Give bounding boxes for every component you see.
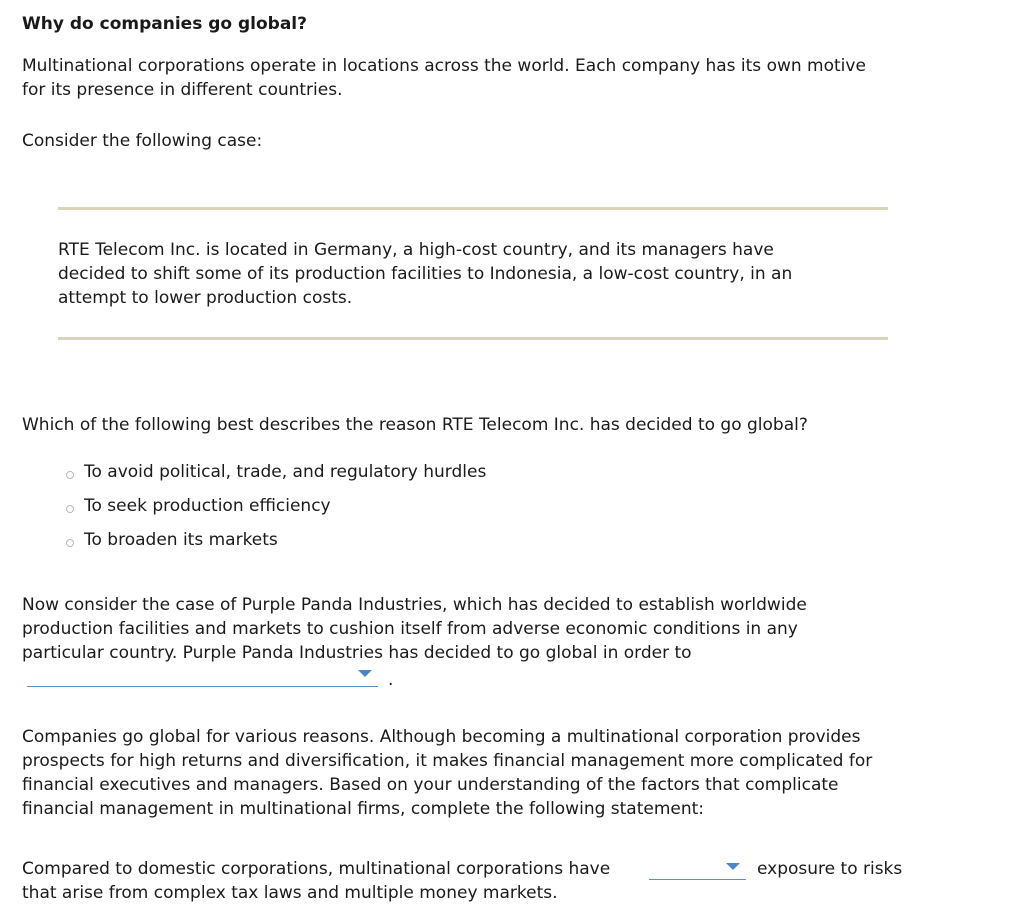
option-label: To avoid political, trade, and regulatory hurdles xyxy=(84,462,487,482)
purple-line: particular country. Purple Panda Industries has decided to go global in order to xyxy=(22,643,692,663)
case-box-text xyxy=(58,238,858,310)
reasons-line: Companies go global for various reasons. Although becoming a multinational corporation provides xyxy=(22,727,861,747)
option-label: To broaden its markets xyxy=(84,530,278,550)
option-production-efficiency[interactable] xyxy=(66,494,331,518)
intro-line: Multinational corporations operate in locations across the world. Each company has its own motive xyxy=(22,56,866,76)
risk-exposure-dropdown[interactable] xyxy=(649,857,746,880)
purple-line: Now consider the case of Purple Panda Industries, which has decided to establish worldwide xyxy=(22,595,807,615)
page-title: Why do companies go global? xyxy=(22,14,307,34)
purple-panda-paragraph xyxy=(22,593,807,665)
option-label: To seek production efficiency xyxy=(84,496,331,516)
case-line: decided to shift some of its production facilities to Indonesia, a low-cost country, in an xyxy=(58,264,793,284)
question-1: Which of the following best describes the reason RTE Telecom Inc. has decided to go global? xyxy=(22,415,808,435)
case-bottom-divider xyxy=(58,337,888,340)
intro-paragraph xyxy=(22,54,866,102)
case-line: RTE Telecom Inc. is located in Germany, a high-cost country, and its managers have xyxy=(58,240,774,260)
statement-line-2: that arise from complex tax laws and multiple money markets. xyxy=(22,883,558,903)
reasons-line: financial executives and managers. Based on your understanding of the factors that complicate xyxy=(22,775,839,795)
purple-panda-reason-dropdown[interactable] xyxy=(27,664,378,687)
intro-line: for its presence in different countries. xyxy=(22,80,343,100)
radio-button[interactable] xyxy=(66,539,74,547)
case-top-divider xyxy=(58,207,888,210)
chevron-down-icon xyxy=(358,670,372,677)
consider-label: Consider the following case: xyxy=(22,131,263,151)
option-broaden-markets[interactable] xyxy=(66,528,278,552)
statement-after: exposure to risks xyxy=(757,859,903,879)
statement-before: Compared to domestic corporations, multinational corporations have xyxy=(22,859,611,879)
purple-line: production facilities and markets to cushion itself from adverse economic conditions in any xyxy=(22,619,798,639)
case-line: attempt to lower production costs. xyxy=(58,288,353,308)
radio-button[interactable] xyxy=(66,505,74,513)
reasons-line: prospects for high returns and diversification, it makes financial management more complicated for xyxy=(22,751,873,771)
radio-button[interactable] xyxy=(66,471,74,479)
chevron-down-icon xyxy=(726,863,740,870)
reasons-line: financial management in multinational firms, complete the following statement: xyxy=(22,799,705,819)
sentence-period: . xyxy=(388,670,394,690)
reasons-paragraph xyxy=(22,725,872,821)
option-political-hurdles[interactable] xyxy=(66,460,486,484)
